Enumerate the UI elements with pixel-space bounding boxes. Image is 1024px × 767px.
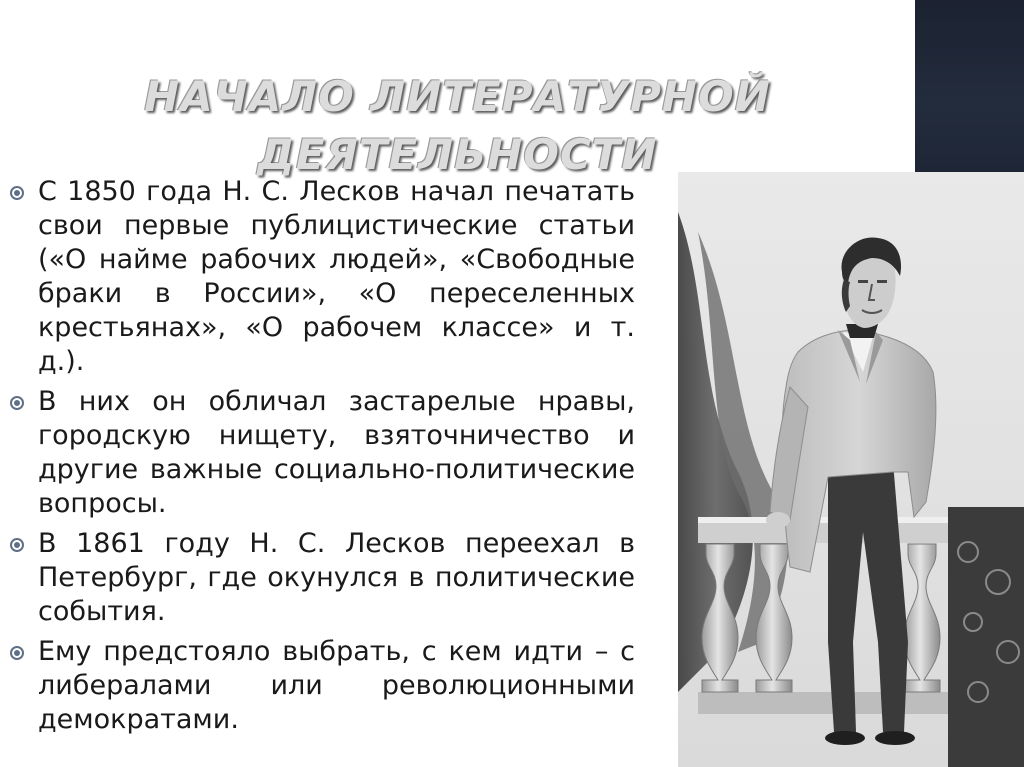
bullet-text: В 1861 году Н. С. Лесков переехал в Петербург, где окунулся в политические события. xyxy=(38,528,635,627)
circle-bullet-icon xyxy=(10,538,24,552)
bullet-item xyxy=(10,635,635,737)
bullet-text: С 1850 года Н. С. Лесков начал печатать свои первые публицистические статьи («О найме рабочих людей», «Свободные браки в России», «О переселенных крестьянах», «О рабочем классе» и т. д.). xyxy=(38,176,635,377)
portrait-photo xyxy=(678,172,1024,767)
slide-title-line-2: ДЕЯТЕЛЬНОСТИ xyxy=(257,130,658,180)
slide-title xyxy=(0,68,915,184)
bullet-item xyxy=(10,385,635,521)
bullet-item xyxy=(10,175,635,379)
corner-dark-panel xyxy=(915,0,1024,172)
circle-bullet-icon xyxy=(10,396,24,410)
bullet-text: В них он обличал застарелые нравы, городскую нищету, взяточничество и другие важные социально-политические вопросы. xyxy=(38,386,635,519)
circle-bullet-icon xyxy=(10,646,24,660)
bullet-text: Ему предстояло выбрать, с кем идти – с либералами или революционными демократами. xyxy=(38,636,635,735)
circle-bullet-icon xyxy=(10,186,24,200)
bullet-list xyxy=(10,175,635,743)
slide-title-line-1: НАЧАЛО ЛИТЕРАТУРНОЙ xyxy=(144,72,771,122)
bullet-item xyxy=(10,527,635,629)
